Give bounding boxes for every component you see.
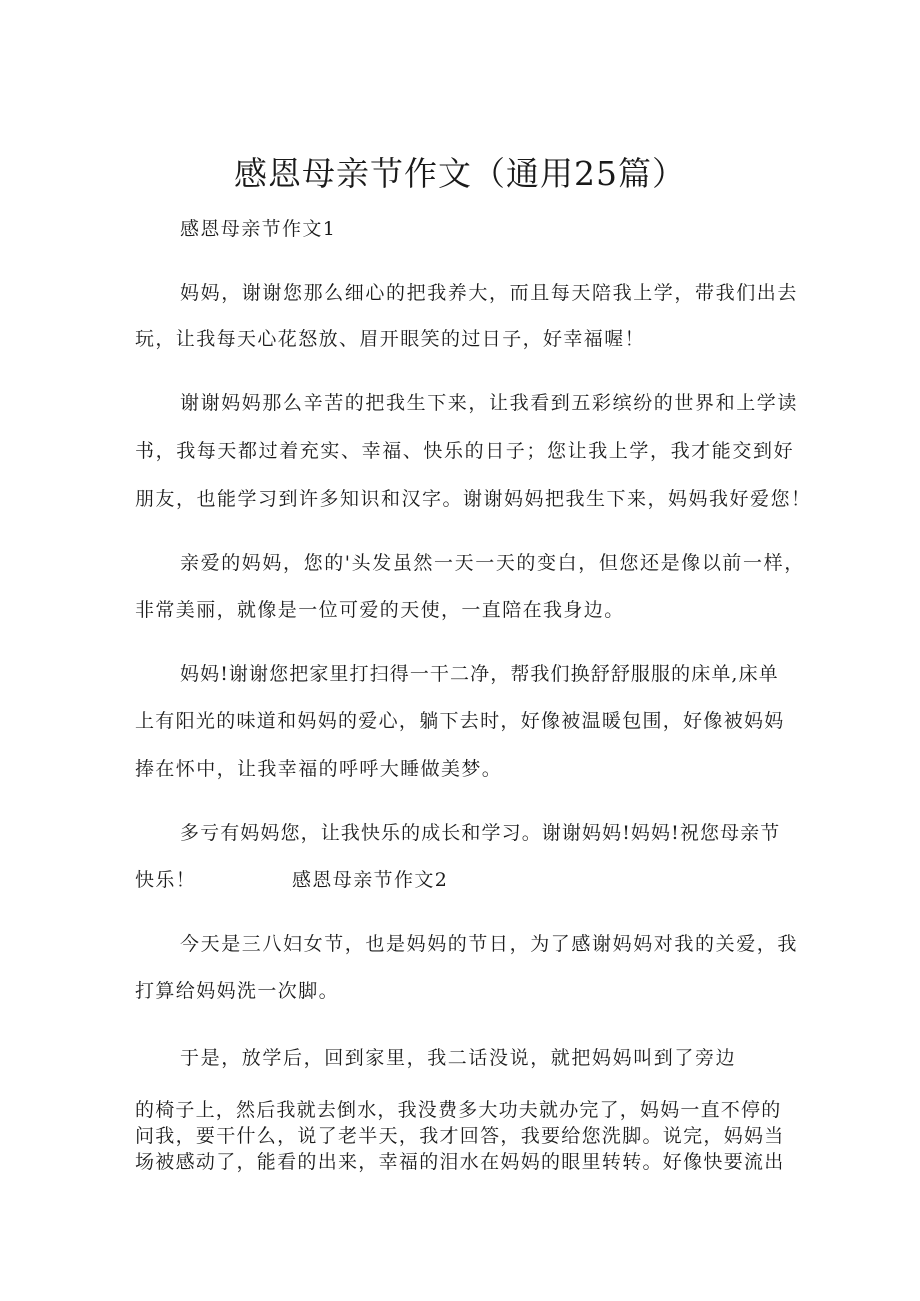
paragraph-line: 亲爱的妈妈，您的'头发虽然一天一天的变白，但您还是像以前一样， [180, 552, 805, 574]
paragraph-line: 妈妈!谢谢您把家里打扫得一干二净，帮我们换舒舒服服的床单,床单 [180, 663, 779, 685]
paragraph-line: 问我，要干什么，说了老半天，我才回答，我要给您洗脚。说完，妈妈当 [135, 1125, 785, 1147]
paragraph-line: 的椅子上，然后我就去倒水，我没费多大功夫就办完了，妈妈一直不停的 [135, 1099, 782, 1121]
paragraph-line: 书，我每天都过着充实、幸福、快乐的日子；您让我上学，我才能交到好 [135, 440, 795, 462]
paragraph-line: 场被感动了，能看的出来，幸福的泪水在妈妈的眼里转转。好像快要流出 [135, 1151, 785, 1173]
document-title: 感恩母亲节作文（通用25篇） [234, 154, 686, 193]
section-heading-2: 感恩母亲节作文2 [292, 869, 449, 891]
paragraph-line: 妈妈，谢谢您那么细心的把我养大，而且每天陪我上学，带我们出去 [180, 282, 799, 304]
paragraph-line: 捧在怀中，让我幸福的呼呼大睡做美梦。 [135, 758, 503, 780]
paragraph-line: 谢谢妈妈那么辛苦的把我生下来，让我看到五彩缤纷的世界和上学读 [180, 392, 799, 414]
paragraph-line: 玩，让我每天心花怒放、眉开眼笑的过日子，好幸福喔！ [135, 328, 646, 350]
paragraph-line: 于是，放学后，回到家里，我二话没说，就把妈妈叫到了旁边 [180, 1047, 737, 1069]
paragraph-line: 今天是三八妇女节，也是妈妈的节日，为了感谢妈妈对我的关爱，我 [180, 933, 799, 955]
paragraph-line: 打算给妈妈洗一次脚。 [135, 980, 340, 1002]
section-heading-1: 感恩母亲节作文1 [180, 218, 337, 240]
paragraph-line: 上有阳光的味道和妈妈的爱心，躺下去时，好像被温暖包围，好像被妈妈 [135, 710, 785, 732]
paragraph-line: 多亏有妈妈您，让我快乐的成长和学习。谢谢妈妈!妈妈!祝您母亲节 [180, 822, 781, 844]
paragraph-line: 非常美丽，就像是一位可爱的天使，一直陪在我身边。 [135, 599, 625, 621]
paragraph-line: 朋友，也能学习到许多知识和汉字。谢谢妈妈把我生下来，妈妈我好爱您！ [135, 488, 812, 510]
paragraph-line: 快乐！ [135, 869, 197, 891]
